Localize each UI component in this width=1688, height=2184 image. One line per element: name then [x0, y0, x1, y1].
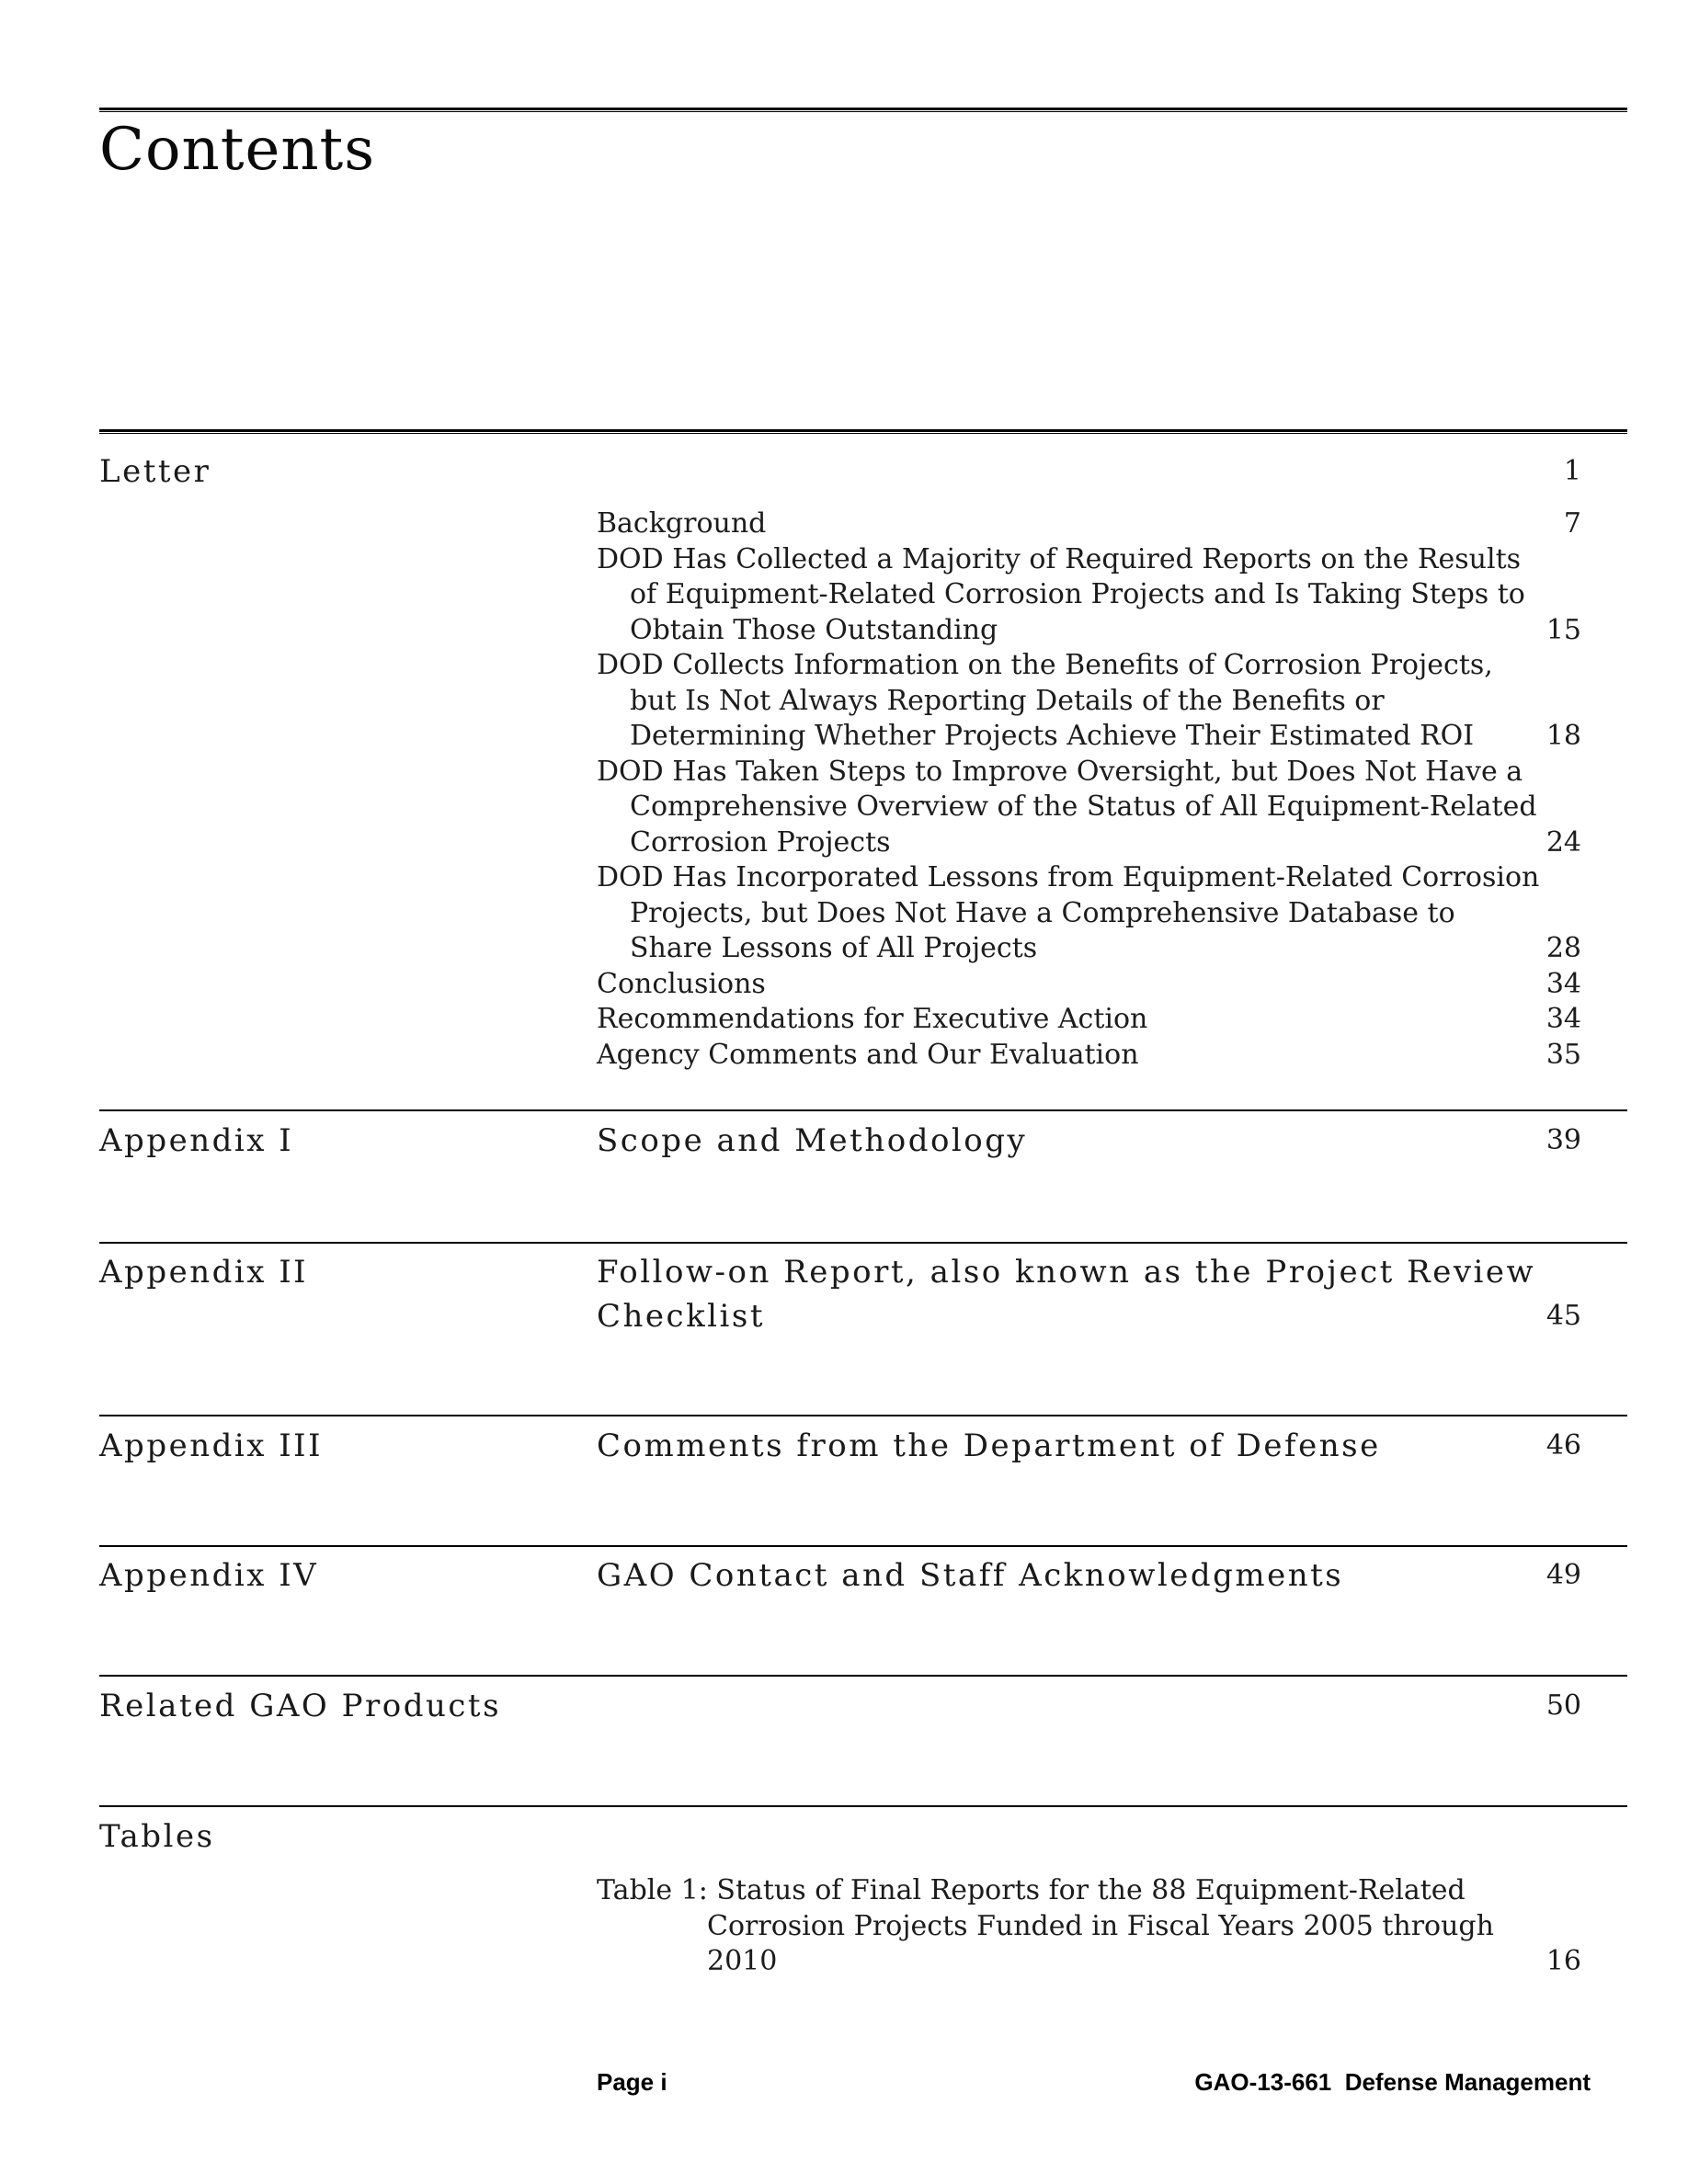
letter-heading: Letter: [99, 453, 211, 490]
toc-entry-text: Conclusions: [597, 967, 766, 1000]
appendix4-row: [99, 1553, 1627, 1598]
tables-heading-row: [99, 1814, 1627, 1859]
appendix4-label: Appendix IV: [99, 1557, 319, 1594]
toc-entry-text: DOD Has Collected a Majority of Required Reports on the Results: [597, 542, 1522, 575]
appendix2-title-line: Checklist: [597, 1298, 766, 1335]
toc-entry-incorporated-lessons: [597, 860, 1627, 967]
footer-page-label: Page i: [597, 2068, 667, 2096]
appendix1-row: [99, 1119, 1627, 1163]
toc-entry-agency-comments: [597, 1038, 1627, 1074]
toc-entry-text: Determining Whether Projects Achieve Their Estimated ROI: [630, 720, 1475, 752]
letter-entries: [597, 506, 1627, 1073]
appendix3-rule: [99, 1415, 1627, 1416]
letter-section-rule: [99, 429, 1627, 434]
toc-entry-text: Projects, but Does Not Have a Comprehensive Database to: [630, 896, 1455, 929]
toc-entry-text: but Is Not Always Reporting Details of the Benefits or: [630, 684, 1385, 717]
toc-entry-page: 28: [1545, 932, 1581, 964]
toc-entry-text: Obtain Those Outstanding: [630, 613, 998, 646]
toc-entry-text: Corrosion Projects: [630, 825, 891, 859]
appendix4-rule: [99, 1545, 1627, 1547]
toc-entry-conclusions: [597, 967, 1627, 1003]
appendix3-title: [597, 1424, 1627, 1468]
tables-heading: Tables: [99, 1818, 215, 1855]
related-products-page-number: 50: [1545, 1689, 1581, 1722]
appendix4-page-number: 49: [1545, 1559, 1581, 1591]
appendix1-page-number: 39: [1545, 1124, 1581, 1156]
letter-heading-row: [99, 449, 1627, 494]
toc-entry-page: 7: [1563, 507, 1581, 540]
toc-entry-text: Table 1: Status of Final Reports for the 88 Equipment-Related: [597, 1874, 1466, 1906]
page-title: Contents: [99, 116, 376, 184]
toc-entry-text: DOD Has Taken Steps to Improve Oversight, but Does Not Have a: [597, 755, 1523, 788]
toc-entry-text: Agency Comments and Our Evaluation: [597, 1038, 1139, 1071]
toc-entry-text: Recommendations for Executive Action: [597, 1003, 1148, 1035]
toc-entry-page: 34: [1545, 1003, 1581, 1035]
page-footer: [99, 2068, 1627, 2097]
appendix4-title: [597, 1553, 1627, 1598]
toc-entry-page: 16: [1545, 1945, 1581, 1977]
toc-entry-background: [597, 506, 1627, 542]
appendix4-title-line: GAO Contact and Staff Acknowledgments: [597, 1557, 1344, 1594]
toc-entry-improve-oversight: [597, 755, 1627, 861]
appendix3-label: Appendix III: [99, 1428, 324, 1464]
tables-entries: [597, 1873, 1627, 1980]
appendix3-title-line: Comments from the Department of Defense: [597, 1428, 1381, 1464]
toc-entry-page: 15: [1545, 613, 1581, 646]
toc-entry-page: 18: [1545, 720, 1581, 752]
appendix1-rule: [99, 1109, 1627, 1111]
appendix2-label: Appendix II: [99, 1254, 309, 1291]
appendix1-title-line: Scope and Methodology: [597, 1122, 1028, 1159]
toc-entry-text: DOD Collects Information on the Benefits of Corrosion Projects,: [597, 649, 1493, 681]
toc-entry-page: 35: [1545, 1038, 1581, 1071]
appendix2-rule: [99, 1242, 1627, 1244]
title-top-rule: [99, 108, 1627, 112]
appendix2-title-line: Follow-on Report, also known as the Project Review: [597, 1254, 1536, 1291]
letter-page-number: 1: [1563, 455, 1581, 487]
related-products-row: [99, 1684, 1627, 1728]
toc-entry-collected-reports: [597, 542, 1627, 649]
toc-entry-text: Corrosion Projects Funded in Fiscal Years 2005 through: [707, 1909, 1494, 1942]
appendix2-row: [99, 1250, 1627, 1338]
toc-entry-collects-information: [597, 648, 1627, 755]
appendix2-title: [597, 1250, 1627, 1338]
toc-entry-text: Comprehensive Overview of the Status of All Equipment-Related: [630, 791, 1537, 823]
appendix3-row: [99, 1424, 1627, 1468]
toc-entry-page: 34: [1545, 967, 1581, 1000]
toc-entry-recommendations: [597, 1002, 1627, 1038]
related-products-rule: [99, 1675, 1627, 1677]
tables-rule: [99, 1805, 1627, 1807]
toc-entry-text: Share Lessons of All Projects: [630, 932, 1038, 964]
appendix1-title: [597, 1119, 1627, 1163]
toc-entry-table1: [597, 1873, 1627, 1980]
related-products-heading: Related GAO Products: [99, 1688, 502, 1724]
toc-entry-text: 2010: [707, 1945, 778, 1977]
footer-report-number: GAO-13-661 Defense Management: [1194, 2068, 1591, 2096]
toc-entry-text: DOD Has Incorporated Lessons from Equipment-Related Corrosion: [597, 861, 1540, 893]
appendix1-label: Appendix I: [99, 1122, 294, 1159]
appendix2-page-number: 45: [1545, 1300, 1581, 1332]
toc-entry-page: 24: [1545, 825, 1581, 859]
appendix3-page-number: 46: [1545, 1429, 1581, 1462]
toc-entry-text: of Equipment-Related Corrosion Projects and Is Taking Steps to: [630, 578, 1525, 610]
toc-entry-text: Background: [597, 507, 767, 540]
